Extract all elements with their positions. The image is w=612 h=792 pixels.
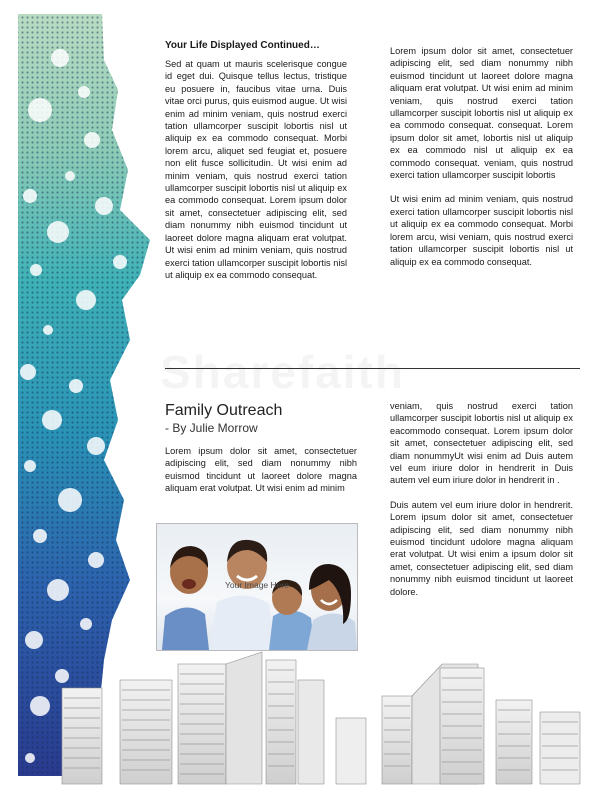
continued-paragraph: Sed at quam ut mauris scelerisque congue id eget dui. Quisque tellus lectus, tristique eu posuere in, faucibus vitae urna. Duis vitae orci purus, quis euismod augue. Ut wisi enim ad minim veniam, quis nostrud exerci tation ullamcorper suscipit lobortis nisl ut aliquip ex ea commodo consequat. Morbi lorem arcu, aliquet sed feugiat et, posuere non elit fusce sollicitudin. Ut wisi enim ad minim veniam, quis nostrud exerci tation ullamcorper suscipit lobortis nisl ut aliquip ex ea commodo consequat. Lorem ipsum dolor sit amet, consectetuer adipiscing elit, sed diam nonummy nibh euismod tincidunt ut laoreet dolore magna aliquam erat volutpat. Ut wisi enim ad minim veniam, quis nostrud exerci tation ullamcorper suscipit lobortis nisl ut aliquip ex ea commodo consequat. xyxy=(165,59,347,280)
article-right-paragraph-2: Duis autem vel eum iriure dolor in hendrerit. Lorem ipsum dolor sit amet, consectetuer adipiscing elit, sed diam nonummy nibh euismod tincidunt udolore magna aliquam erat volutpat. Ut wisi enim a ipsum dolor sit amet, consectetuer adipiscing elit, sed diam nonummy nibh euismod tincidunt ut laoreet dolore. xyxy=(390,499,573,597)
right-top-paragraph-2: Ut wisi enim ad minim veniam, quis nostrud exerci tation ullamcorper suscipit lobortis nisl ut aliquip ex ea commodo consequat. Morbi lorem arcu, wisi veniam, quis nostrud exerci tation ullamcorper suscipit lobortis nisl ut aliquip ex ea commodo consequat. xyxy=(390,194,573,267)
article-left-paragraph: Lorem ipsum dolor sit amet, consectetuer adipiscing elit, sed diam nonummy nibh euismod tincidunt ut laoreet dolore magna aliquam erat volutpat. Ut wisi enim ad minim xyxy=(165,446,357,494)
article-left-body xyxy=(165,445,357,495)
right-column-top xyxy=(390,45,573,268)
article-byline: - By Julie Morrow xyxy=(165,421,258,435)
article-right-paragraph-1: veniam, quis nostrud exerci tation ullamcorper suscipit lobortis nisl ut aliquip ex eacommodo consequat. Lorem ipsum dolor sit amet, consectetuer adipiscing elit, sed diam nonummyUt wisi enim ad Duis autem vel eum iriure dolor in hendrerit in Duis autem vel eum iriure dolor in hendrerit in . xyxy=(390,401,573,486)
article-title: Family Outreach xyxy=(165,402,283,419)
continued-heading: Your Life Displayed Continued… xyxy=(165,40,320,51)
section-divider xyxy=(165,368,580,369)
watermark-text xyxy=(160,345,405,399)
image-placeholder-caption: Your Image Here xyxy=(225,580,289,590)
continued-body xyxy=(165,58,347,281)
city-skyline xyxy=(62,652,580,784)
article-right-body xyxy=(390,400,573,598)
splatter-bar xyxy=(18,14,150,776)
family-photo xyxy=(156,523,358,651)
right-top-paragraph-1: Lorem ipsum dolor sit amet, consectetuer adipiscing elit, sed diam nonummy nibh euismod tincidunt ut laoreet dolore magna aliquam erat volutpat. Ut wisi enim ad minim veniam, quis nostrud exerci tation ullamcorper suscipit lobortis nisl ut aliquip ex ea commodo consequat. consequat. Lorem ipsum dolor sit amet, lobortis nisl ut aliquip ex ea commodo nisl ut aliquip ex ea commodo consequat. veniam, quis nostrud exerci tation ullamcorper suscipit lobortis xyxy=(390,46,573,181)
